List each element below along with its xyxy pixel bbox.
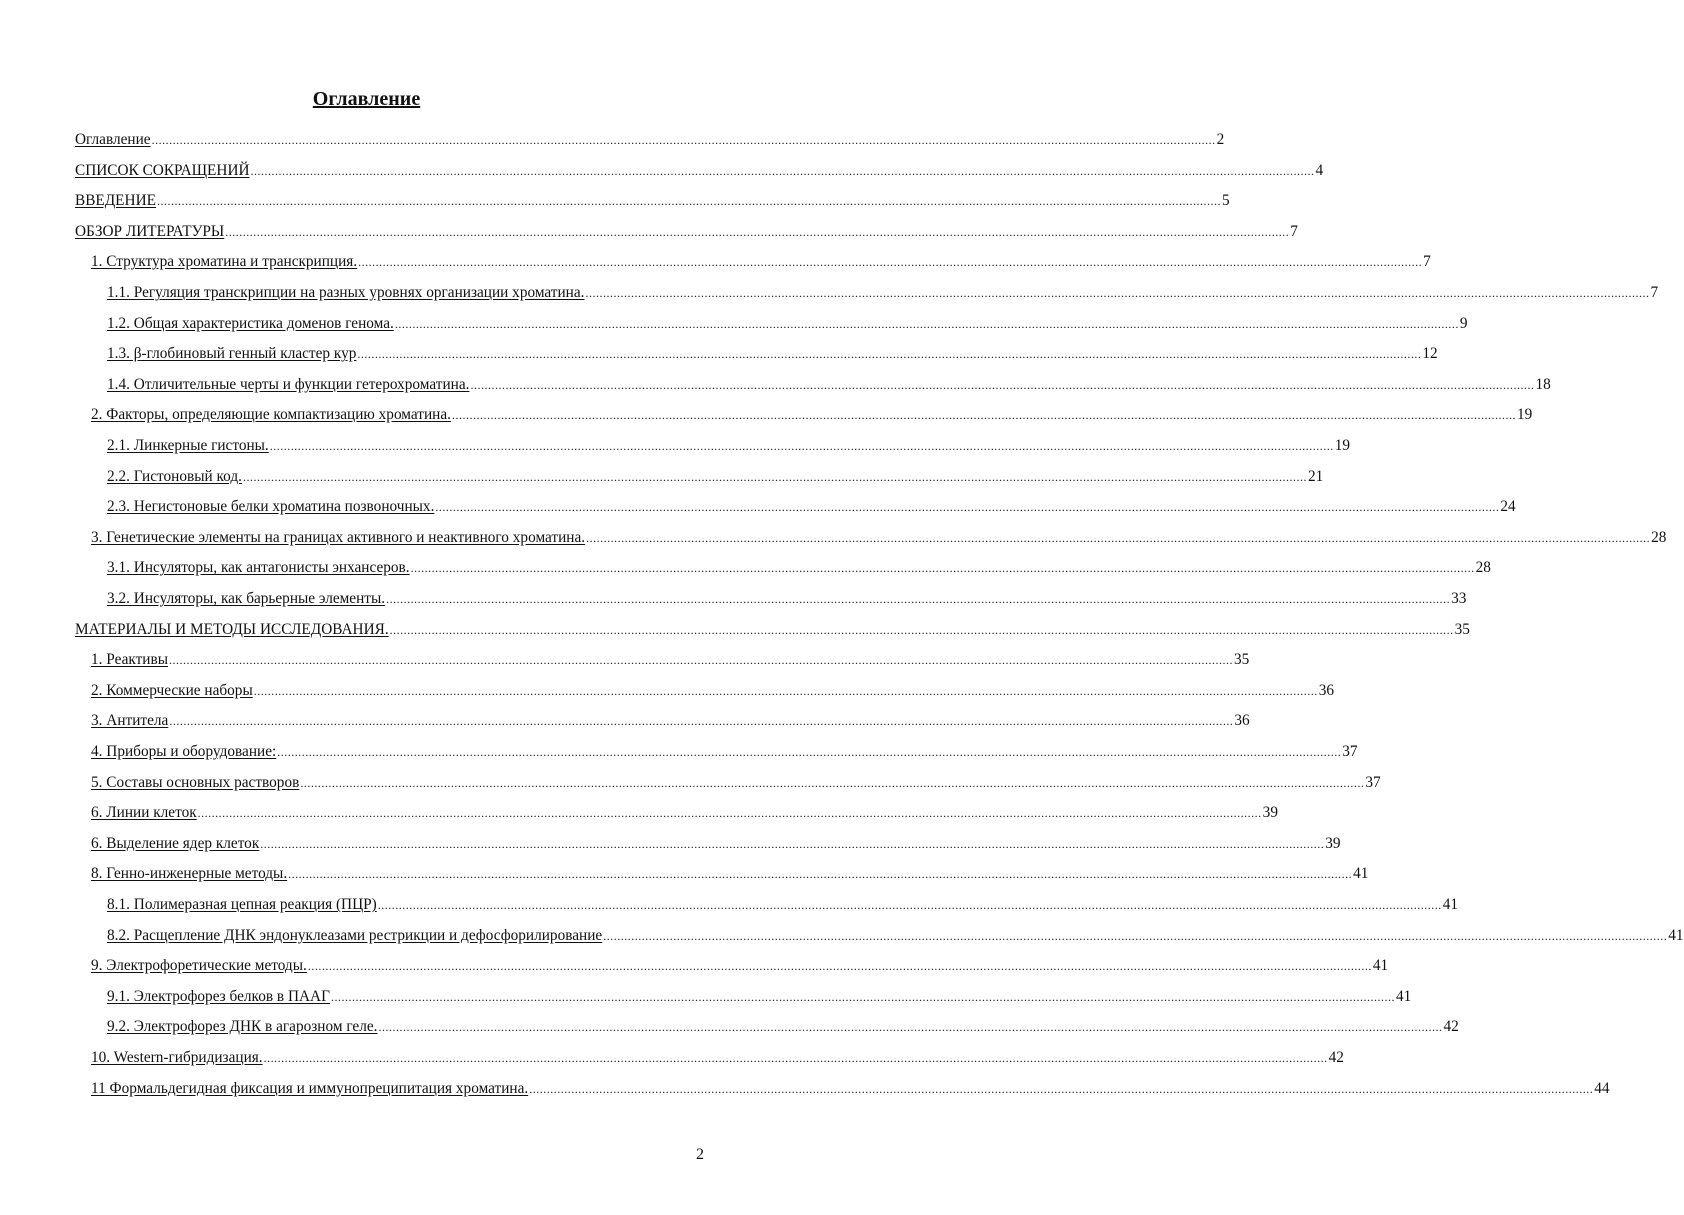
toc-entry-page: 35 <box>1454 621 1470 638</box>
toc-leader-dots <box>331 987 1395 1007</box>
toc-leader-dots <box>452 405 1516 425</box>
toc-entry-page: 9 <box>1459 315 1468 332</box>
toc-entry[interactable] <box>91 681 1335 701</box>
toc-entry-page: 39 <box>1262 804 1278 821</box>
toc-leader-dots <box>378 895 1442 915</box>
toc-entry-page: 42 <box>1328 1049 1344 1066</box>
toc-entry-page: 37 <box>1342 743 1358 760</box>
toc-entry-title[interactable]: 4. Приборы и оборудование: <box>91 743 277 760</box>
toc-entry-page: 18 <box>1535 376 1551 393</box>
toc-entry-page: 24 <box>1500 498 1516 515</box>
toc-entry-title[interactable]: 1.4. Отличительные черты и функции гетерохроматина. <box>107 376 470 393</box>
toc-leader-dots <box>198 803 1262 823</box>
toc-entry-title[interactable]: 2. Факторы, определяющие компактизацию хроматина. <box>91 406 451 423</box>
toc-entry[interactable] <box>75 161 1324 181</box>
toc-entry-page: 33 <box>1451 590 1467 607</box>
toc-leader-dots <box>308 956 1372 976</box>
toc-entry[interactable] <box>91 252 1431 272</box>
toc-entry[interactable] <box>107 344 1438 364</box>
toc-entry[interactable] <box>107 375 1551 395</box>
toc-entry-page: 42 <box>1443 1018 1459 1035</box>
toc-entry-title[interactable]: СПИСОК СОКРАЩЕНИЙ <box>75 162 250 179</box>
toc-entry[interactable] <box>75 222 1298 242</box>
toc-leader-dots <box>603 926 1667 946</box>
toc-entry[interactable] <box>91 650 1250 670</box>
toc-leader-dots <box>357 344 1421 364</box>
toc-leader-dots <box>386 589 1450 609</box>
toc-entry-page: 35 <box>1233 651 1250 668</box>
toc-entry-title[interactable]: 6. Линии клеток <box>91 804 197 821</box>
toc-entry-page: 36 <box>1234 712 1250 729</box>
toc-entry[interactable] <box>91 834 1341 854</box>
toc-entry-title[interactable]: 3. Генетические элементы на границах активного и неактивного хроматина. <box>91 529 586 546</box>
toc-entry[interactable] <box>107 558 1491 578</box>
toc-entry-page: 21 <box>1307 468 1324 485</box>
toc-entry[interactable] <box>91 773 1381 793</box>
toc-entry[interactable] <box>107 283 1659 303</box>
toc-entry-title[interactable]: 2.3. Негистоновые белки хроматина позвоночных. <box>107 498 435 515</box>
toc-entry-title[interactable]: 1.3. β-глобиновый генный кластер кур <box>107 345 357 362</box>
toc-entry-page: 41 <box>1395 988 1412 1005</box>
toc-entry[interactable] <box>75 191 1230 211</box>
toc-entry-title[interactable]: 3.2. Инсуляторы, как барьерные элементы. <box>107 590 386 607</box>
toc-entry-title[interactable]: 9.2. Электрофорез ДНК в агарозном геле. <box>107 1018 378 1035</box>
toc-entry-title[interactable]: 1.2. Общая характеристика доменов генома. <box>107 315 394 332</box>
toc-leader-dots <box>288 864 1352 884</box>
toc-entry-page: 5 <box>1221 192 1230 209</box>
toc-entry[interactable] <box>107 314 1468 334</box>
toc-leader-dots <box>411 558 1475 578</box>
toc-leader-dots <box>435 497 1499 517</box>
toc-entry[interactable] <box>91 956 1389 976</box>
toc-entry-title[interactable]: ВВЕДЕНИЕ <box>75 192 156 209</box>
toc-leader-dots <box>243 467 1307 487</box>
toc-leader-dots <box>270 436 1334 456</box>
toc-entry-page: 41 <box>1372 957 1389 974</box>
toc-leader-dots <box>169 711 1233 731</box>
toc-leader-dots <box>264 1048 1328 1068</box>
toc-entry-title[interactable]: 10. Western-гибридизация. <box>91 1049 263 1066</box>
toc-entry-title[interactable]: 11 Формальдегидная фиксация и иммунопреципитация хроматина. <box>91 1080 529 1097</box>
toc-entry[interactable] <box>107 589 1467 609</box>
toc-entry-page: 37 <box>1365 774 1381 791</box>
toc-entry[interactable] <box>91 1048 1344 1068</box>
toc-entry-title[interactable]: 1. Структура хроматина и транскрипция. <box>91 253 358 270</box>
toc-leader-dots <box>254 681 1318 701</box>
toc-entry[interactable] <box>91 405 1533 425</box>
toc-entry-page: 28 <box>1475 559 1491 576</box>
toc-entry[interactable] <box>91 803 1278 823</box>
toc-entry[interactable] <box>75 130 1225 150</box>
toc-entry-page: 41 <box>1442 896 1459 913</box>
toc-entry-page: 7 <box>1423 253 1431 270</box>
page-number: 2 <box>696 1146 704 1163</box>
toc-entry-title[interactable]: 1. Реактивы <box>91 651 168 668</box>
toc-entry-page: 19 <box>1516 406 1533 423</box>
toc-leader-dots <box>390 620 1454 640</box>
toc-leader-dots <box>260 834 1324 854</box>
toc-entry[interactable] <box>107 467 1324 487</box>
toc-entry-title[interactable]: 1.1. Регуляция транскрипции на разных уровнях организации хроматина. <box>107 284 585 301</box>
toc-leader-dots <box>152 130 1216 150</box>
toc-entry-title[interactable]: МАТЕРИАЛЫ И МЕТОДЫ ИССЛЕДОВАНИЯ. <box>75 621 389 638</box>
toc-leader-dots <box>225 222 1289 242</box>
toc-entry[interactable] <box>91 1079 1610 1099</box>
toc-entry-title[interactable]: ОБЗОР ЛИТЕРАТУРЫ <box>75 223 225 240</box>
toc-entry-page: 4 <box>1315 162 1324 179</box>
toc-entry-title[interactable]: 9.1. Электрофорез белков в ПААГ <box>107 988 330 1005</box>
toc-entry[interactable] <box>107 926 1684 946</box>
toc-entry[interactable] <box>91 528 1667 548</box>
toc-entry[interactable] <box>107 987 1412 1007</box>
toc-entry-page: 28 <box>1651 529 1667 546</box>
toc-entry-page: 44 <box>1594 1080 1610 1097</box>
toc-entry-title[interactable]: 8.2. Расщепление ДНК эндонуклеазами рестрикции и дефосфорилирование <box>107 927 603 944</box>
toc-leader-dots <box>358 252 1422 272</box>
toc-entry-title[interactable]: 3.1. Инсуляторы, как антагонисты энхансеров. <box>107 559 410 576</box>
toc-entry-title[interactable]: 9. Электрофоретические методы. <box>91 957 307 974</box>
toc-leader-dots <box>395 314 1459 334</box>
toc-leader-dots <box>529 1079 1593 1099</box>
toc-entry[interactable] <box>91 711 1250 731</box>
toc-entry-title[interactable]: 8. Генно-инженерные методы. <box>91 865 288 882</box>
toc-entry-page: 7 <box>1650 284 1659 301</box>
toc-entry[interactable] <box>107 1017 1459 1037</box>
toc-leader-dots <box>157 191 1221 211</box>
toc-entry-page: 2 <box>1216 131 1225 148</box>
toc-leader-dots <box>585 283 1649 303</box>
toc-entry-title[interactable]: 6. Выделение ядер клеток <box>91 835 260 852</box>
toc-entry-title[interactable]: 3. Антитела <box>91 712 169 729</box>
toc-entry[interactable] <box>75 620 1470 640</box>
toc-leader-dots <box>378 1017 1442 1037</box>
toc-entry[interactable] <box>107 895 1459 915</box>
toc-leader-dots <box>470 375 1534 395</box>
toc-entry-page: 7 <box>1290 223 1298 240</box>
toc-entry-title[interactable]: 2. Коммерческие наборы <box>91 682 253 699</box>
toc-entry-title[interactable]: 2.1. Линкерные гистоны. <box>107 437 269 454</box>
toc-entry-page: 19 <box>1334 437 1351 454</box>
toc-entry[interactable] <box>107 436 1351 456</box>
toc-leader-dots <box>586 528 1650 548</box>
toc-leader-dots <box>251 161 1315 181</box>
toc-entry-page: 41 <box>1353 865 1369 882</box>
toc-leader-dots <box>300 773 1364 793</box>
toc-entry[interactable] <box>91 742 1358 762</box>
toc-leader-dots <box>169 650 1233 670</box>
toc-entry[interactable] <box>107 497 1516 517</box>
toc-entry-page: 39 <box>1325 835 1341 852</box>
page-title: Оглавление <box>312 88 421 110</box>
toc-entry-page: 36 <box>1318 682 1335 699</box>
toc-leader-dots <box>277 742 1341 762</box>
toc-entry-title[interactable]: 8.1. Полимеразная цепная реакция (ПЦР) <box>107 896 377 913</box>
toc-entry-title[interactable]: Оглавление <box>75 131 151 148</box>
toc-entry-page: 41 <box>1668 927 1684 944</box>
toc-entry-page: 12 <box>1422 345 1438 362</box>
toc-entry[interactable] <box>91 864 1369 884</box>
toc-entry-title[interactable]: 2.2. Гистоновый код. <box>107 468 242 485</box>
toc-entry-title[interactable]: 5. Составы основных растворов <box>91 774 300 791</box>
